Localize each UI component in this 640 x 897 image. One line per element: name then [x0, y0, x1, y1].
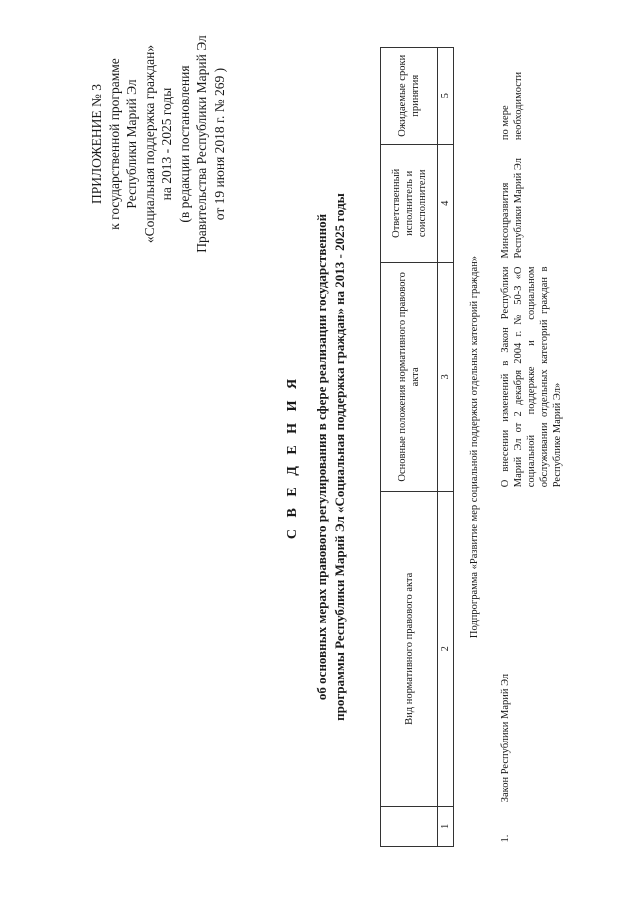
header-act-type: Вид нормативного правового акта — [381, 491, 438, 806]
header-main-provisions: Основные положения нормативного правового акта — [381, 263, 438, 492]
appendix-line-2: к государственной программе — [106, 58, 122, 230]
appendix-line-3: Республики Марий Эл — [124, 79, 139, 209]
table-row — [495, 48, 568, 847]
appendix-header — [88, 19, 228, 269]
appendix-line-4: «Социальная поддержка граждан» — [141, 44, 157, 244]
row-executor: Минсоцразвития Республики Марий Эл — [500, 158, 524, 259]
column-number-1: 1 — [438, 806, 454, 846]
header-executor: Ответственный исполнитель и соисполнители — [381, 144, 438, 262]
appendix-line-7: Правительства Республики Марий Эл — [194, 35, 209, 253]
column-number-3: 3 — [438, 263, 454, 492]
header-num — [381, 806, 438, 846]
subprogram-title: Подпрограмма «Развитие мер социальной поддержки отдельных категорий граждан» — [469, 255, 480, 639]
column-number-5: 5 — [438, 48, 454, 145]
column-number-2: 2 — [438, 491, 454, 806]
row-term: по мере необходимости — [500, 71, 524, 141]
appendix-line-6: (в редакции постановления — [176, 65, 192, 223]
row-content: О внесении изменений в Закон Республики Марий Эл от 2 декабря 2004 г. № 50-З «О социальной поддержке и социальном обслуживании отдельных категорий граждан в Республике Марий Эл» — [500, 266, 563, 488]
measures-table — [380, 47, 568, 847]
document-title — [285, 77, 349, 837]
column-number-4: 4 — [438, 144, 454, 262]
row-act-type: Закон Республики Марий Эл — [500, 673, 511, 803]
appendix-line-8: от 19 июня 2018 г. № 269 ) — [211, 67, 227, 221]
title-subtitle-2: программы Республики Марий Эл «Социальная поддержка граждан» на 2013 - 2025 годы — [332, 193, 347, 721]
title-subtitle-1: об основных мерах правового регулирования в сфере реализации государственной — [314, 213, 329, 701]
header-term: Ожидаемые сроки принятия — [381, 48, 438, 145]
appendix-line-1: ПРИЛОЖЕНИЕ № 3 — [89, 83, 104, 205]
title-main: С В Е Д Е Н И Я — [285, 374, 300, 540]
appendix-line-5: на 2013 - 2025 годы — [159, 87, 174, 201]
row-num: 1. — [500, 834, 511, 843]
